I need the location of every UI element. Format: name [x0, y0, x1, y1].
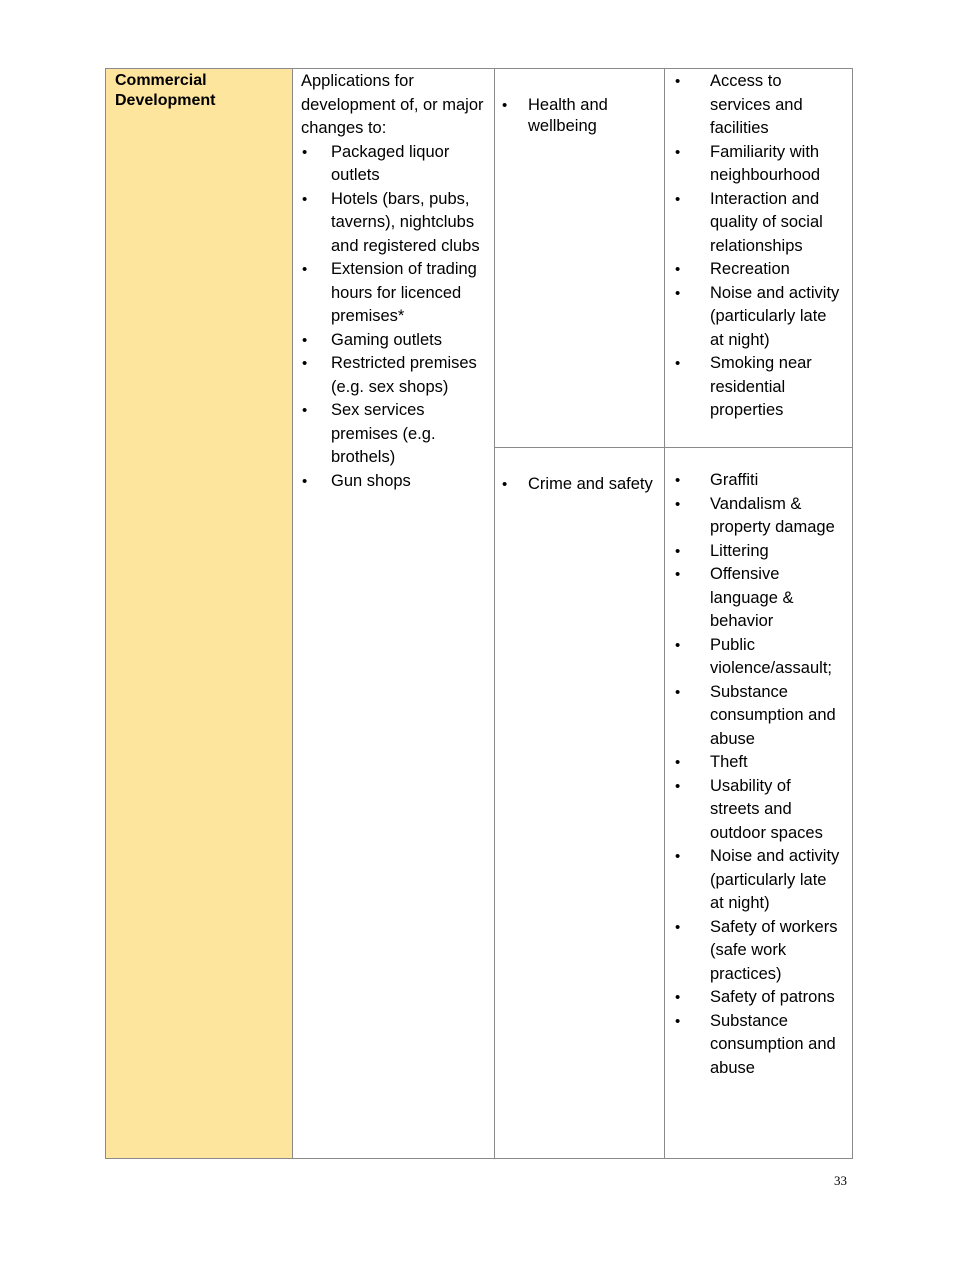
list-item: • Vandalism & property damage: [665, 493, 852, 540]
issues-cell: [665, 448, 853, 1159]
category-crime-safety: • Crime and safety: [495, 474, 664, 495]
category-list: [495, 95, 664, 137]
list-item: • Extension of trading hours for licenced premises*: [293, 258, 494, 329]
list-item: • Offensive language & behavior: [665, 563, 852, 634]
table-row: [106, 69, 853, 448]
list-item: • Substance consumption and abuse: [665, 681, 852, 752]
applications-list: [293, 141, 494, 494]
list-item: • Safety of workers (safe work practices): [665, 916, 852, 987]
issues-cell: [665, 69, 853, 448]
list-item: • Hotels (bars, pubs, taverns), nightclubs and registered clubs: [293, 188, 494, 259]
list-item: • Access to services and facilities: [665, 70, 852, 141]
list-item: • Recreation: [665, 258, 852, 282]
list-item: • Littering: [665, 540, 852, 564]
list-item: • Gun shops: [293, 470, 494, 494]
list-item: • Packaged liquor outlets: [293, 141, 494, 188]
list-item: • Sex services premises (e.g. brothels): [293, 399, 494, 470]
impact-table: [105, 68, 853, 1159]
development-type: Commercial Development: [115, 72, 216, 109]
page-number: 33: [834, 1173, 847, 1188]
category-cell: [495, 448, 665, 1159]
issues-list: [665, 70, 852, 423]
list-item: • Noise and activity (particularly late at night): [665, 282, 852, 353]
category-list: [495, 474, 664, 495]
list-item: • Usability of streets and outdoor spaces: [665, 775, 852, 846]
development-type-cell: [106, 69, 293, 1159]
applications-intro: Applications for development of, or major changes to:: [301, 72, 484, 137]
list-item: • Restricted premises (e.g. sex shops): [293, 352, 494, 399]
list-item: • Interaction and quality of social relationships: [665, 188, 852, 259]
list-item: • Smoking near residential properties: [665, 352, 852, 423]
list-item: • Safety of patrons: [665, 986, 852, 1010]
list-item: • Graffiti: [665, 469, 852, 493]
list-item: • Noise and activity (particularly late at night): [665, 845, 852, 916]
category-cell: [495, 69, 665, 448]
list-item: • Familiarity with neighbourhood: [665, 141, 852, 188]
applications-cell: [293, 69, 495, 1159]
list-item: • Theft: [665, 751, 852, 775]
list-item: • Public violence/assault;: [665, 634, 852, 681]
list-item: • Substance consumption and abuse: [665, 1010, 852, 1081]
list-item: • Gaming outlets: [293, 329, 494, 353]
category-health-wellbeing: • Health and wellbeing: [495, 95, 664, 137]
issues-list: [665, 469, 852, 1080]
